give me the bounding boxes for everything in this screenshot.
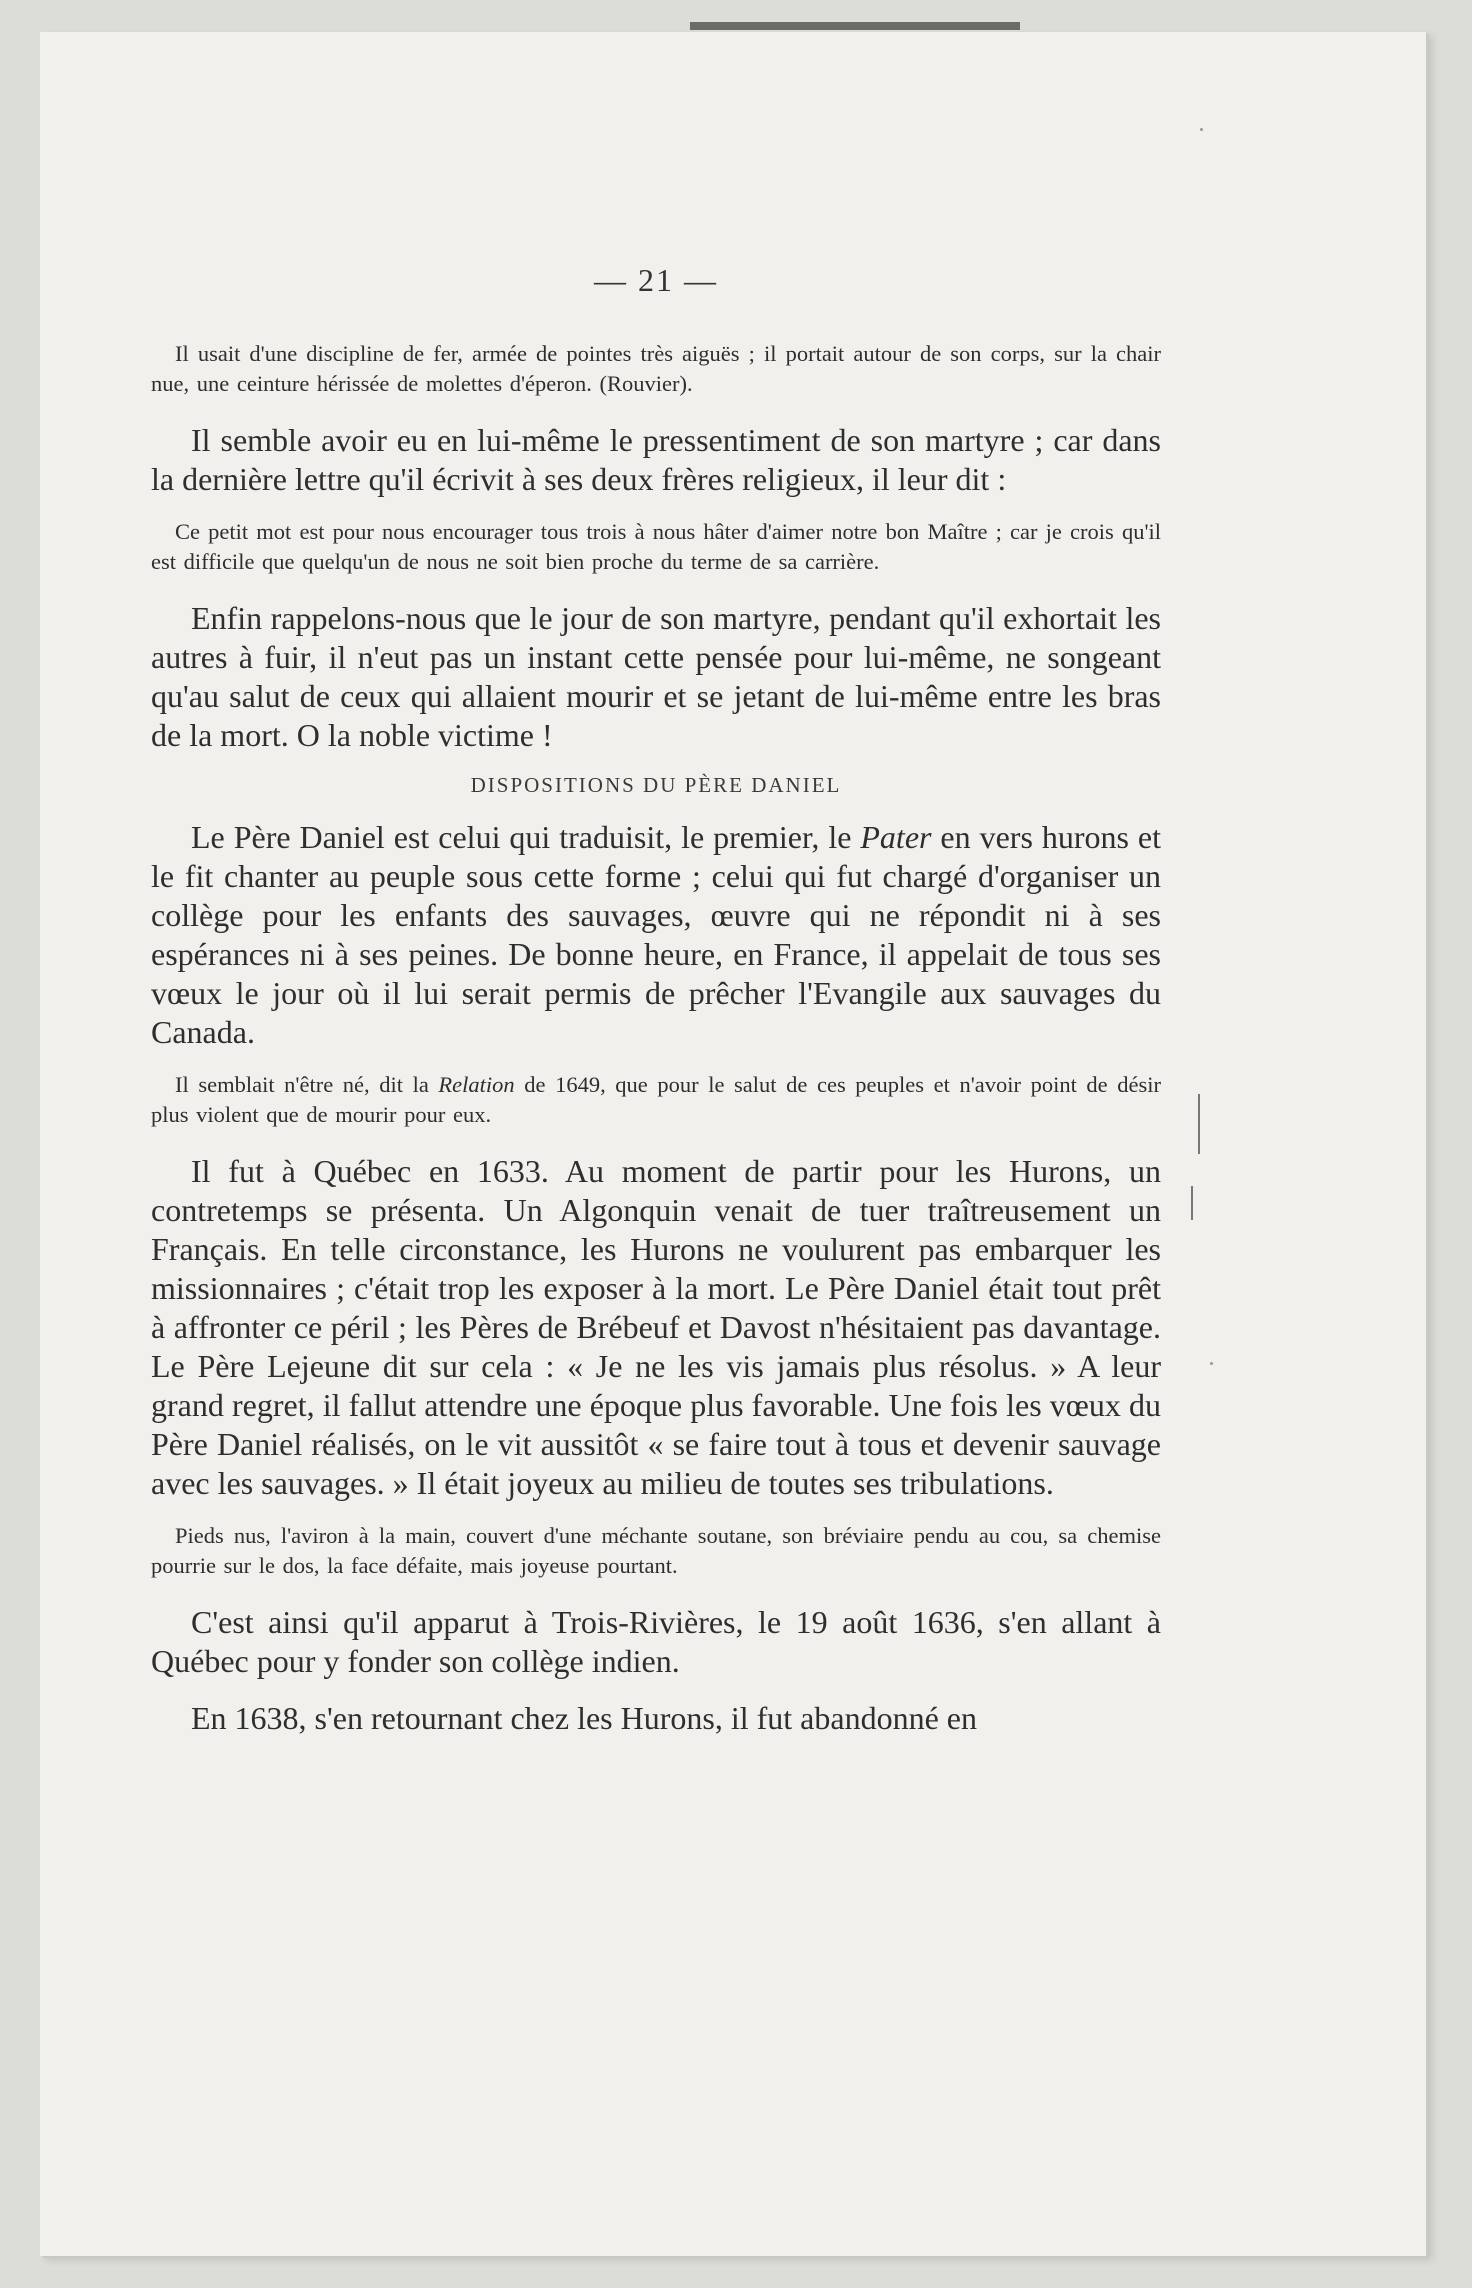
paper-speck — [1200, 128, 1203, 131]
relation-italic: Relation — [438, 1072, 515, 1097]
section-heading — [151, 773, 1161, 798]
paragraph-pater-end: en vers hurons et le fit chanter au peuple sous cette forme ; celui qui fut chargé d'organiser un collège pour les enfants des sauvages, œuvre qui ne répondit ni à ses espérances ni à ses peines. De bonne heure, en France, il appelait de tous ses vœux le jour où il lui serait permis de prêcher l'Evangile aux sauvages du Canada. — [151, 819, 1162, 1050]
margin-pencil-mark — [1191, 1186, 1193, 1220]
margin-pencil-mark — [1198, 1094, 1200, 1154]
paragraph-1638: En 1638, s'en retournant chez les Hurons, il fut abandonné en — [191, 1700, 977, 1736]
quote-relation-start: Il semblait n'être né, dit la — [175, 1072, 439, 1097]
section-heading-text: DISPOSITIONS DU PÈRE DANIEL — [470, 773, 842, 797]
paragraph-trois-rivieres: C'est ainsi qu'il apparut à Trois-Rivières, le 19 août 1636, s'en allant à Québec pour y fonder son collège indien. — [151, 1604, 1161, 1679]
quote-relation — [151, 1070, 1161, 1130]
paragraph-martyrdom: Enfin rappelons-nous que le jour de son martyre, pendant qu'il exhortait les autres à fuir, il n'eut pas un instant cette pensée pour lui-même, ne songeant qu'au salut de ceux qui allaient mourir et se jetant de lui-même entre les bras de la mort. O la noble victime ! — [151, 600, 1161, 753]
quote-relation-end: de 1649, que pour le salut de ces peuples et n'avoir point de désir plus violent que de mourir pour eux. — [151, 1072, 1161, 1127]
pater-italic: Pater — [860, 819, 932, 855]
paragraph-pater-start: Le Père Daniel est celui qui traduisit, le premier, le — [191, 819, 861, 855]
paragraph-quebec-1633: Il fut à Québec en 1633. Au moment de partir pour les Hurons, un contretemps se présenta. Un Algonquin venait de tuer traîtreusement un Français. En telle circonstance, les Hurons ne voulurent pas embarquer les missionnaires ; c'était trop les exposer à la mort. Le Père Daniel était tout prêt à affronter ce péril ; les Pères de Brébeuf et Davost n'hésitaient pas davantage. Le Père Lejeune dit sur cela : « Je ne les vis jamais plus résolus. » A leur grand regret, il fallut attendre une époque plus favorable. Une fois les vœux du Père Daniel réalisés, on le vit aussitôt « se faire tout à tous et devenir sauvage avec les sauvages. » Il était joyeux au milieu de toutes ses tribulations. — [151, 1153, 1161, 1501]
page-text — [151, 262, 1161, 1756]
quote-letter: Ce petit mot est pour nous encourager tous trois à nous hâter d'aimer notre bon Maître ; car je crois qu'il est difficile que quelqu'un de nous ne soit bien proche du terme de sa carrière. — [151, 519, 1161, 574]
page-top-edge-shadow — [690, 22, 1020, 30]
page-number: — 21 — — [594, 262, 718, 298]
paragraph-pater — [151, 818, 1161, 1052]
paragraph-presentiment: Il semble avoir eu en lui-même le pressentiment de son martyre ; car dans la dernière lettre qu'il écrivit à ses deux frères religieux, il leur dit : — [151, 422, 1161, 497]
quote-barefoot: Pieds nus, l'aviron à la main, couvert d'une méchante soutane, son bréviaire pendu au cou, sa chemise pourrie sur le dos, la face défaite, mais joyeuse pourtant. — [151, 1523, 1161, 1578]
paper-speck — [1210, 1362, 1213, 1365]
footnote-discipline: Il usait d'une discipline de fer, armée de pointes très aiguës ; il portait autour de son corps, sur la chair nue, une ceinture hérissée de molettes d'éperon. (Rouvier). — [151, 341, 1161, 396]
